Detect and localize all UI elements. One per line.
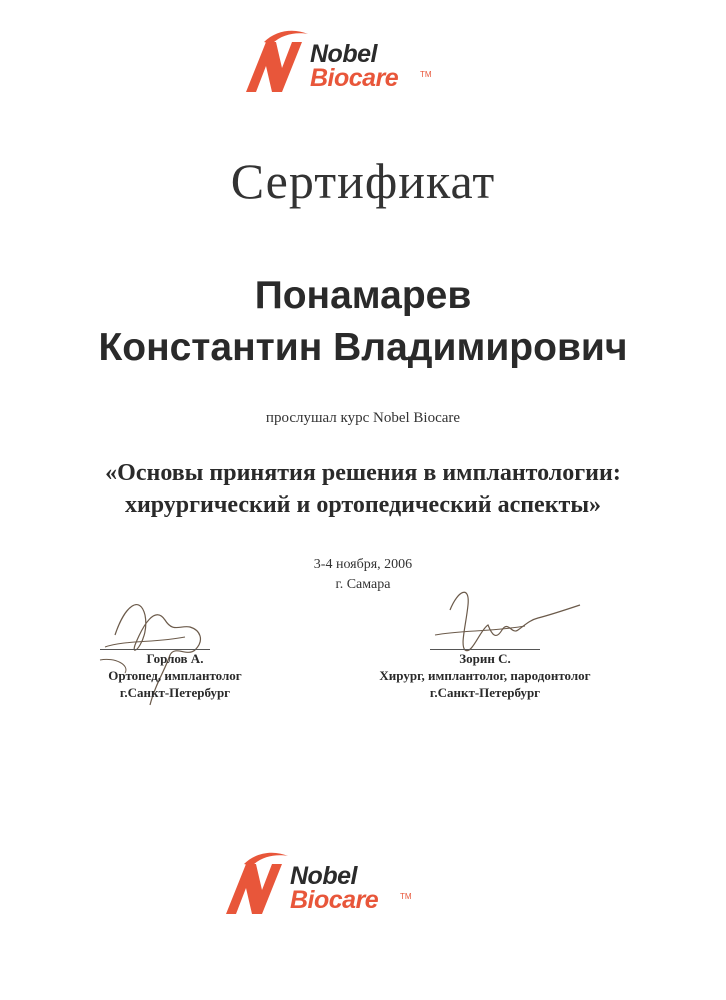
signer-right-city: г.Санкт-Петербург (429, 685, 541, 700)
recipient-surname: Понамарев (254, 274, 472, 317)
course-title-line2: хирургический и ортопедический аспекты» (124, 492, 602, 518)
logo-trademark: TM (400, 892, 412, 901)
certificate-title: Сертификат (230, 153, 496, 209)
nobel-biocare-mark-icon (242, 28, 312, 103)
nobel-biocare-mark-icon (222, 850, 292, 925)
signer-left-name: Горлов А. (146, 651, 204, 666)
signer-left-city: г.Санкт-Петербург (119, 685, 231, 700)
course-intro-text: прослушал курс Nobel Biocare (265, 410, 461, 426)
signer-right (340, 650, 630, 701)
nobel-biocare-logo-bottom (222, 850, 422, 930)
signer-left-role: Ортопед, имплантолог (108, 668, 242, 683)
signer-right-role: Хирург, имплантолог, пародонтолог (379, 668, 591, 683)
course-date: 3-4 ноября, 2006 (313, 557, 413, 572)
signer-right-name: Зорин С. (459, 651, 511, 666)
signer-left (60, 650, 290, 701)
logo-trademark: TM (420, 70, 432, 79)
logo-text-biocare: Biocare (310, 64, 399, 92)
course-title-line1: «Основы принятия решения в имплантологии: (105, 460, 621, 486)
logo-text-nobel: Nobel (310, 40, 377, 68)
logo-text-biocare: Biocare (290, 886, 379, 914)
logo-text-nobel: Nobel (290, 862, 357, 890)
recipient-given-names: Константин Владимирович (98, 326, 628, 369)
course-city: г. Самара (335, 577, 391, 592)
nobel-biocare-logo-top (242, 28, 442, 108)
